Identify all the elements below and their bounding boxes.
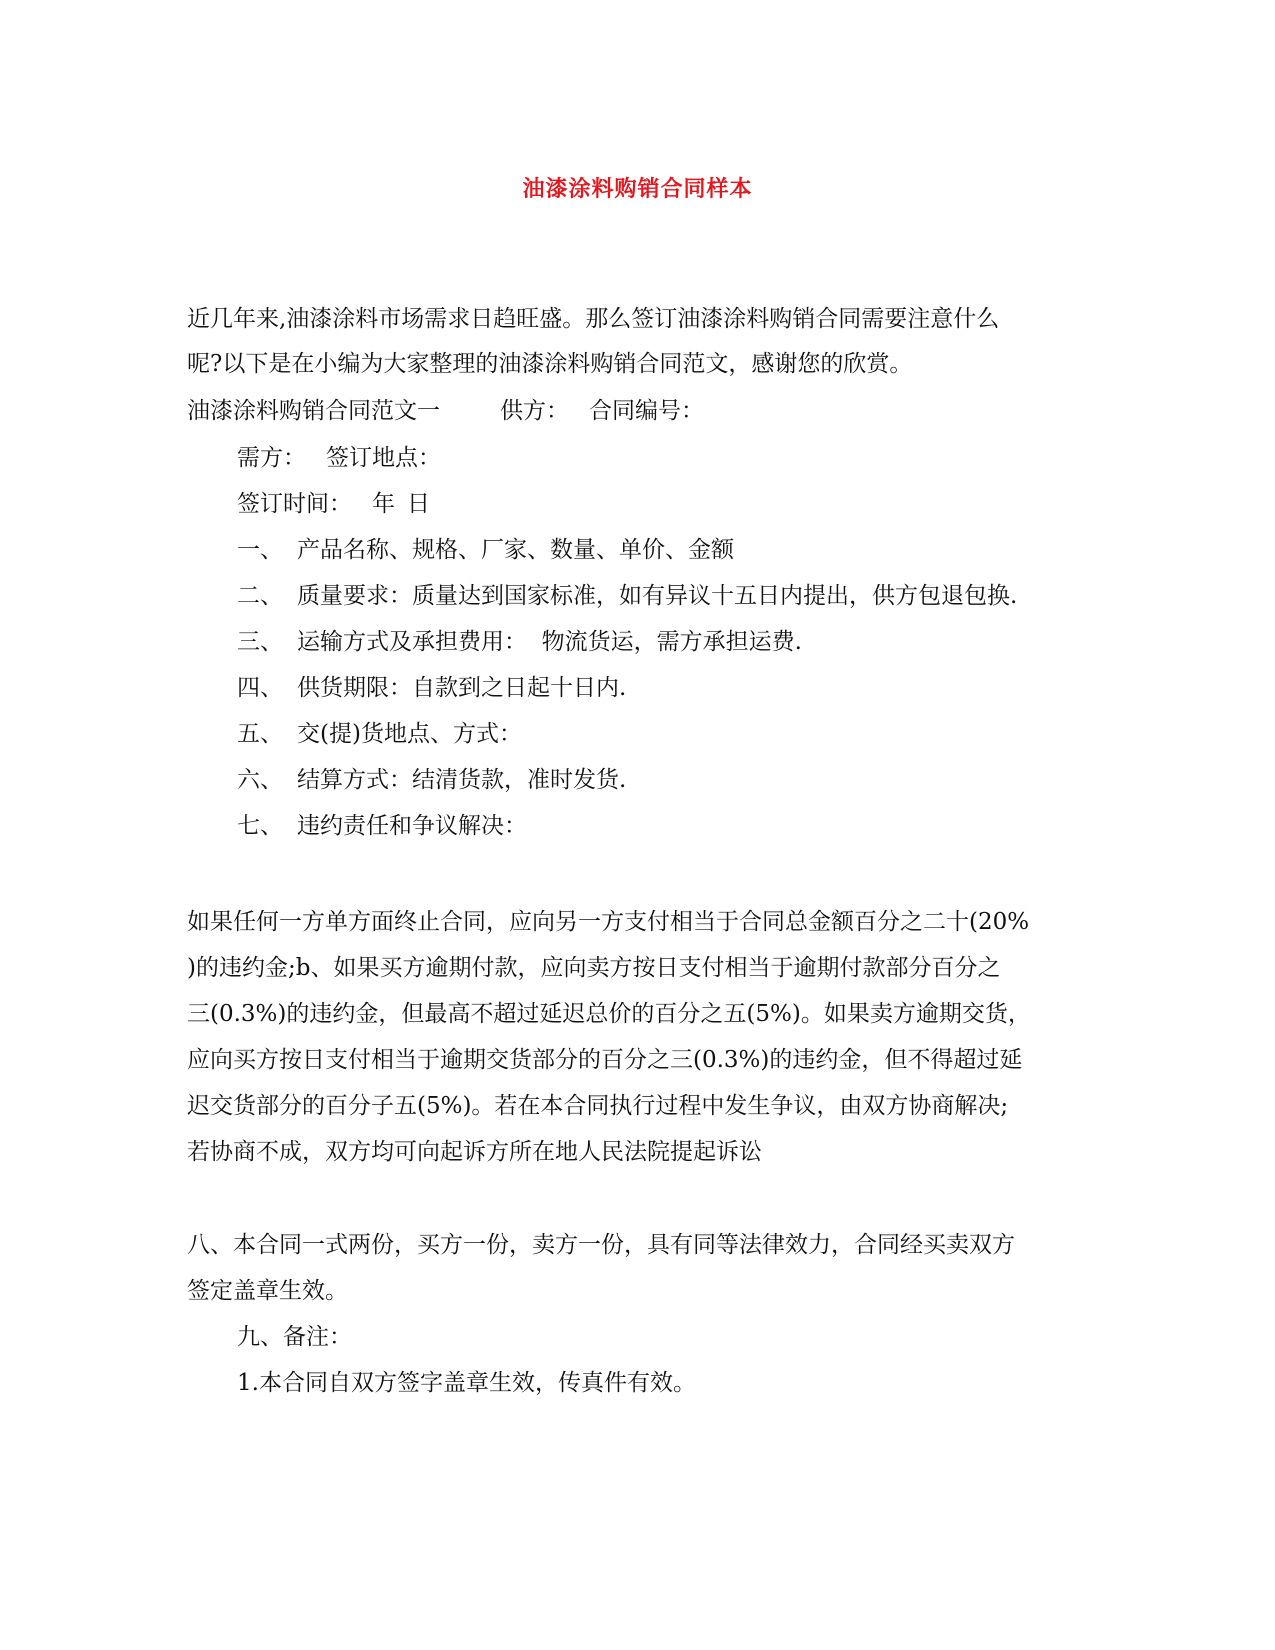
clause-item (237, 581, 1017, 611)
header-row (187, 396, 704, 426)
clause-text: 违约责任和争议解决： (297, 813, 527, 839)
clause-item (237, 765, 626, 795)
day-label: 日 (407, 491, 430, 517)
clause-text: 结算方式：结清货款，准时发货. (297, 767, 627, 793)
intro-line-2: 呢?以下是在小编为大家整理的油漆涂料购销合同范文，感谢您的欣赏。 (187, 351, 913, 377)
clause-text: 质量要求：质量达到国家标准，如有异议十五日内提出，供方包退包换. (297, 583, 1018, 609)
clause-number: 七、 (237, 813, 283, 839)
breach-line-2: )的违约金;b、如果买方逾期付款，应向卖方按日支付相当于逾期付款部分百分之 (187, 955, 1001, 981)
intro-line-1: 近几年来,油漆涂料市场需求日趋旺盛。那么签订油漆涂料购销合同需要注意什么 (187, 306, 1000, 332)
clause-item (237, 719, 522, 749)
breach-line-1: 如果任何一方单方面终止合同，应向另一方支付相当于合同总金额百分之二十(20% (187, 909, 1030, 935)
clause-item (237, 627, 802, 657)
clause-text: 交(提)货地点、方式： (297, 721, 522, 747)
clause-number: 一、 (237, 537, 283, 563)
time-row (237, 489, 430, 519)
breach-line-4: 应向买方按日支付相当于逾期交货部分的百分之三(0.3%)的违约金，但不得超过延 (187, 1047, 1023, 1073)
document-title: 油漆涂料购销合同样本 (522, 176, 753, 202)
buyer-row (237, 443, 441, 473)
clause-text: 运输方式及承担费用： 物流货运，需方承担运费. (297, 629, 802, 655)
clause-number: 三、 (237, 629, 283, 655)
breach-line-5: 迟交货部分的百分子五(5%)。若在本合同执行过程中发生争议，由双方协商解决; (187, 1093, 1009, 1119)
sample-label: 油漆涂料购销合同范文一 (187, 398, 440, 424)
clause-number: 二、 (237, 583, 283, 609)
buyer-label: 需方： (237, 445, 306, 471)
clause-eight-line-1: 八、本合同一式两份，买方一份，卖方一份，具有同等法律效力，合同经买卖双方 (187, 1232, 1015, 1258)
clause-text: 供货期限：自款到之日起十日内. (297, 675, 627, 701)
supplier-label: 供方： (500, 398, 569, 424)
contract-no-label: 合同编号： (589, 398, 704, 424)
clause-number: 五、 (237, 721, 283, 747)
clause-number: 四、 (237, 675, 283, 701)
clause-item (237, 811, 527, 841)
clause-item (237, 535, 734, 565)
clause-item (237, 673, 626, 703)
note-one: 1.本合同自双方签字盖章生效，传真件有效。 (237, 1370, 696, 1396)
breach-line-3: 三(0.3%)的违约金，但最高不超过延迟总价的百分之五(5%)。如果卖方逾期交货， (187, 1001, 1031, 1027)
clause-nine: 九、备注： (237, 1324, 352, 1350)
time-label: 签订时间： (237, 491, 352, 517)
clause-eight-line-2: 签定盖章生效。 (187, 1278, 348, 1304)
year-label: 年 (372, 491, 395, 517)
clause-text: 产品名称、规格、厂家、数量、单价、金额 (297, 537, 734, 563)
place-label: 签订地点： (326, 445, 441, 471)
clause-number: 六、 (237, 767, 283, 793)
breach-line-6: 若协商不成，双方均可向起诉方所在地人民法院提起诉讼 (187, 1139, 762, 1165)
